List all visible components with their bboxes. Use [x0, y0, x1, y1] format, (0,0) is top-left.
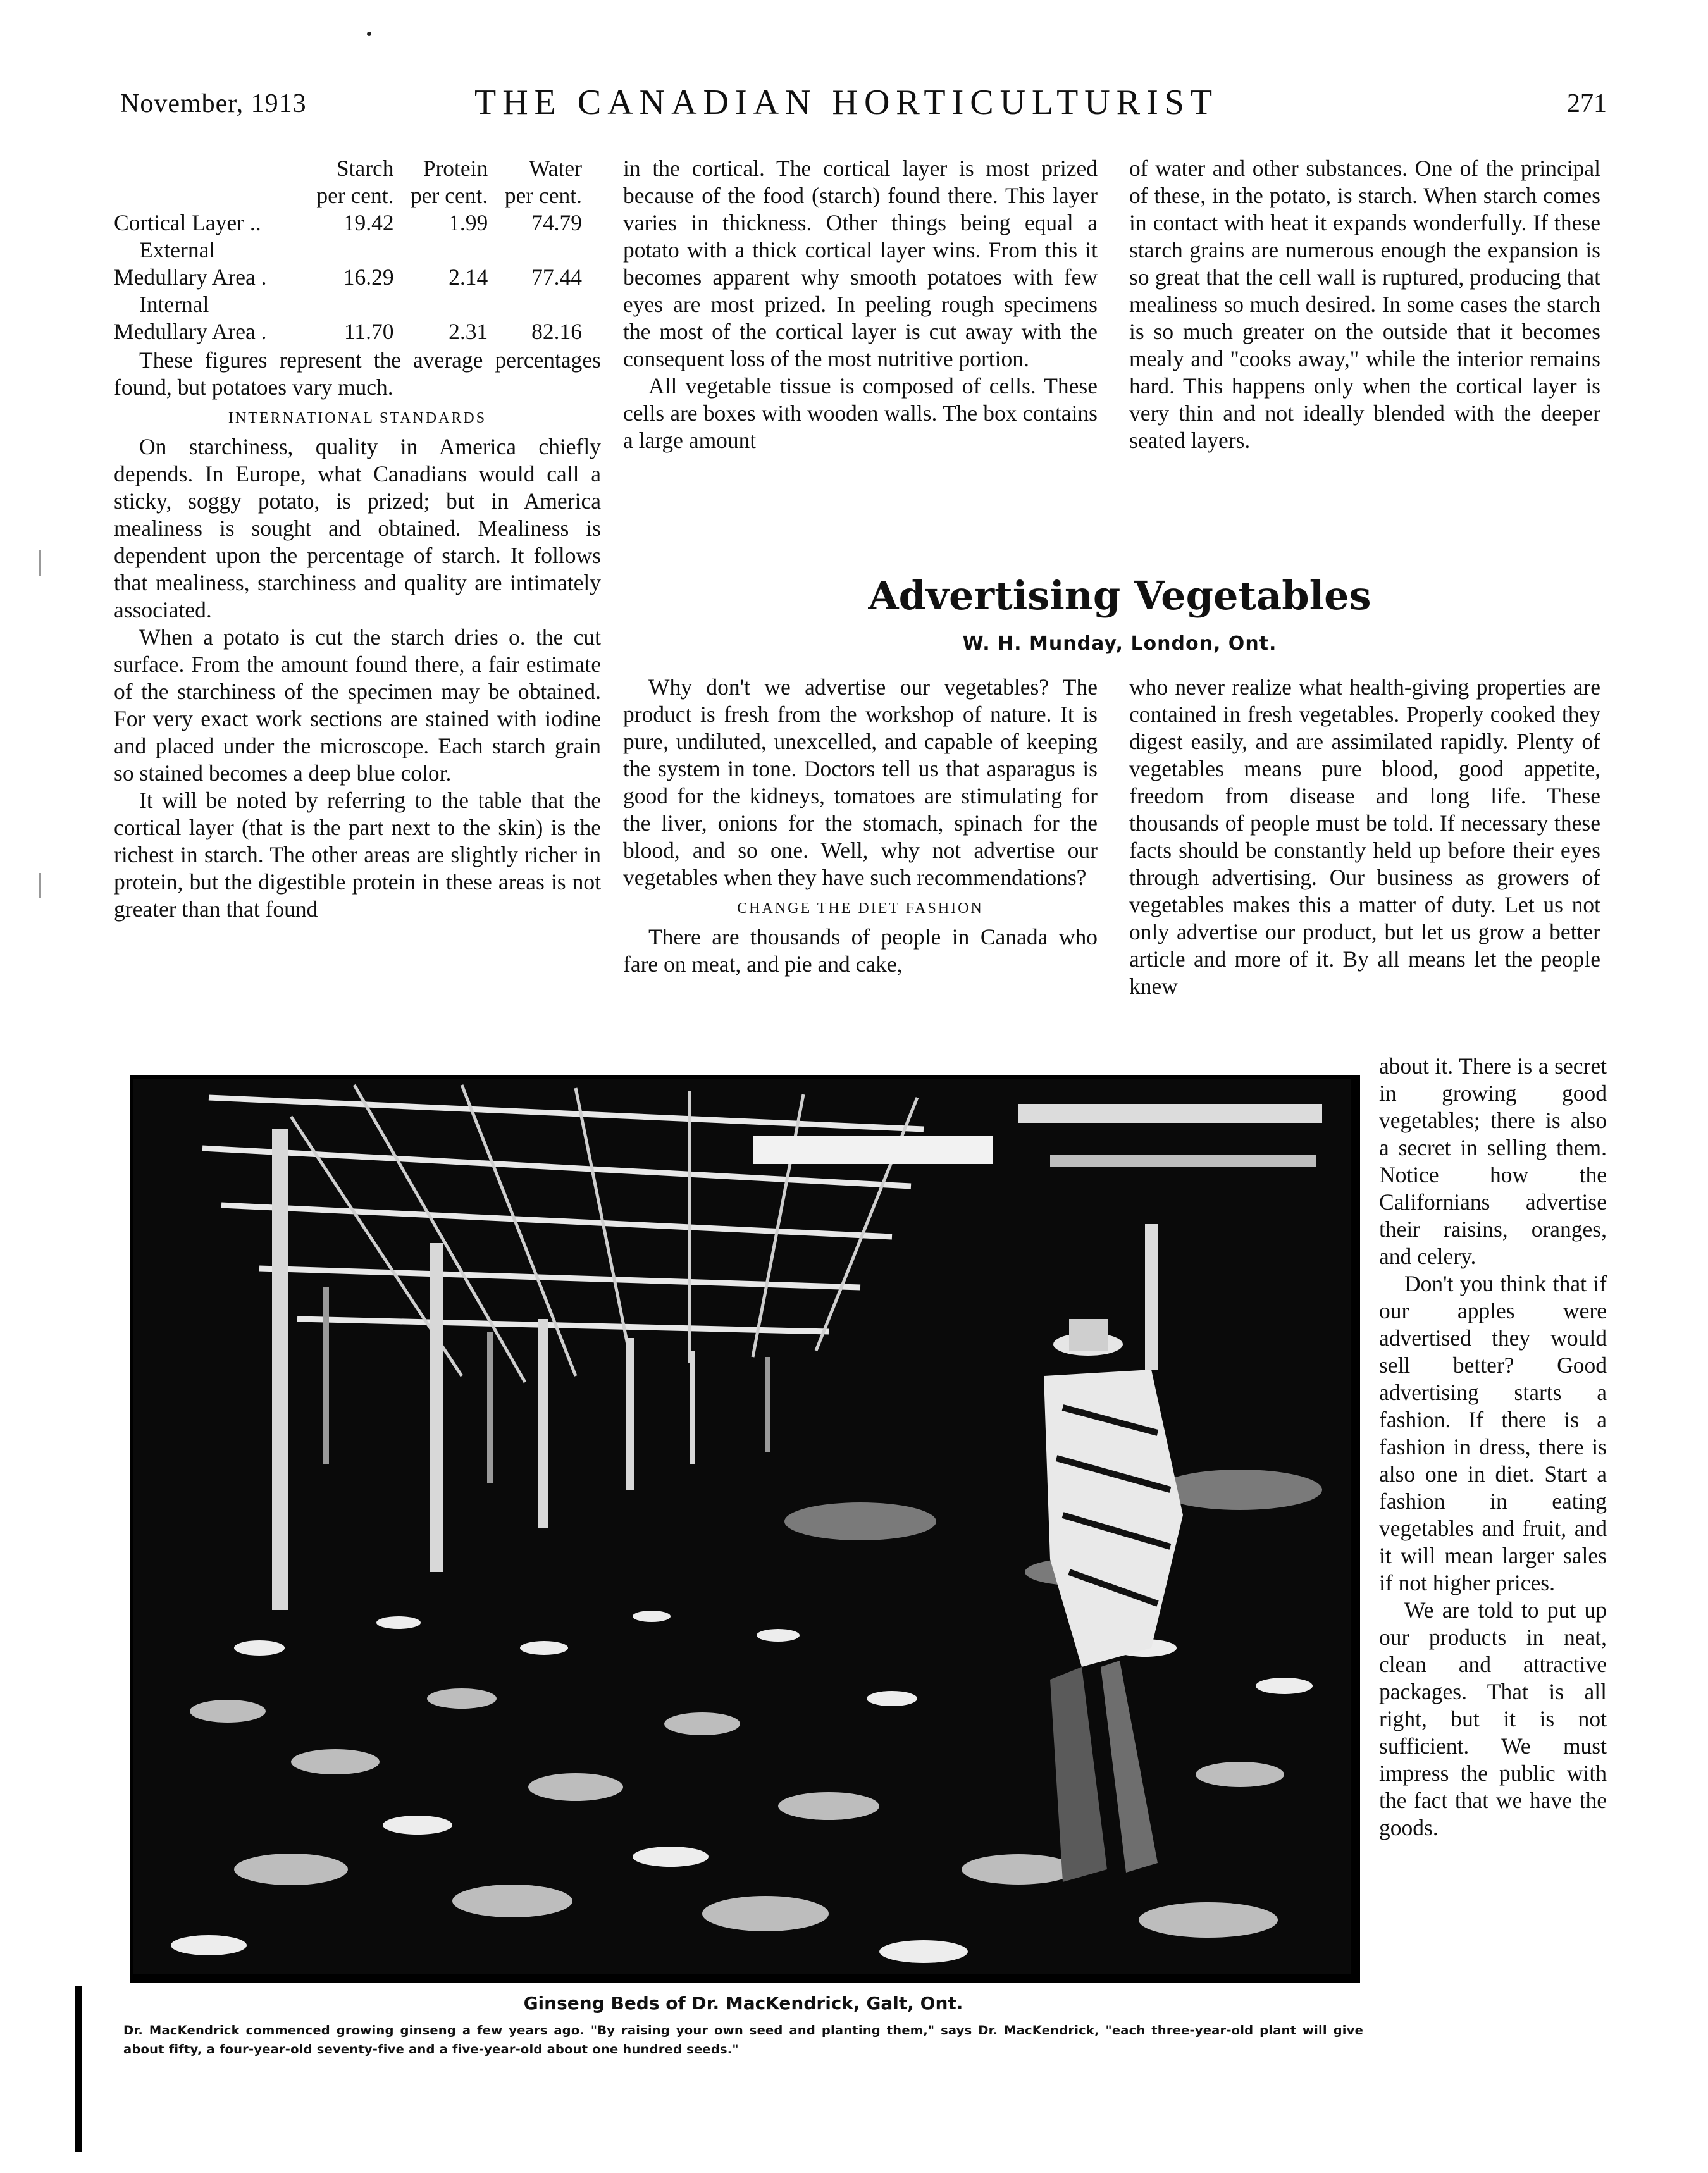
table-row	[114, 237, 582, 264]
section-subhead: INTERNATIONAL STANDARDS	[228, 410, 487, 426]
article-middle-column	[623, 674, 1098, 978]
paragraph: On starchiness, quality in America chiefly depends. In Europe, what Canadians would call a sticky, soggy potato, is prized; but in America mealiness is sought and obtained. Mealiness is dependent upon the percentage of starch. It follows that mealiness, starchiness and quality are intimately associated.	[114, 434, 601, 622]
table-row	[114, 209, 582, 237]
figure-caption-title: Ginseng Beds of Dr. MacKendrick, Galt, Ont.	[523, 1993, 963, 2014]
margin-rule	[75, 1986, 82, 2152]
table-unit: per cent.	[504, 183, 582, 208]
row-label: Medullary Area .	[114, 319, 267, 344]
protein-value: 1.99	[449, 210, 488, 235]
table-unit: per cent.	[316, 183, 394, 208]
paragraph: There are thousands of people in Canada who fare on meat, and pie and cake,	[623, 924, 1098, 977]
table-unit-row	[114, 182, 582, 209]
speck-mark	[367, 32, 371, 36]
article-right-column	[1129, 674, 1600, 1000]
table-row	[114, 291, 582, 318]
paragraph: These figures represent the average percentages found, but potatoes vary much.	[114, 347, 601, 400]
water-value: 82.16	[531, 319, 582, 344]
article-byline: W. H. Munday, London, Ont.	[962, 633, 1277, 655]
magazine-title: THE CANADIAN HORTICULTURIST	[474, 83, 1219, 122]
table-header: Starch	[336, 156, 394, 181]
scan-mark	[39, 550, 41, 576]
scan-mark	[39, 873, 41, 898]
page-number: 271	[1567, 89, 1607, 118]
paragraph: All vegetable tissue is composed of cells. These cells are boxes with wooden walls. The box contains a large amount	[623, 373, 1098, 453]
composition-table	[114, 155, 582, 345]
table-row	[114, 318, 582, 345]
table-header: Water	[529, 156, 582, 181]
protein-value: 2.31	[449, 319, 488, 344]
page-header	[120, 82, 1607, 133]
paragraph: It will be noted by referring to the table that the cortical layer (that is the part next to the skin) is the richest in starch. The other areas are slightly richer in protein, but the digestible protein in these areas is not greater than that found	[114, 788, 601, 922]
row-label: Internal	[139, 292, 209, 317]
middle-column	[623, 155, 1098, 454]
protein-value: 2.14	[449, 264, 488, 290]
paragraph: who never realize what health-giving properties are contained in fresh vegetables. Properly cooked they digest easily, and are assimilated rapidly. Plenty of vegetables means pure blood, good appetite, freedom from disease and long life. These thousands of people must be told. If necessary these facts should be constantly held up before their eyes through advertising. Our business as growers of vegetables makes this a matter of duty. Let us not only advertise our product, but let us grow a better article and more of it. By all means let the people knew	[1129, 674, 1600, 999]
table-row	[114, 264, 582, 291]
table-header: Protein	[423, 156, 488, 181]
paragraph: Why don't we advertise our vegetables? The product is fresh from the workshop of nature. It is pure, undiluted, unexcelled, and capable of keeping the system in tone. Doctors tell us that asparagus is good for the kidneys, tomatoes are stimulating for the liver, onions for the stomach, spinach for the blood, and so one. Well, why not advertise our vegetables when they have such recommendations?	[623, 674, 1098, 890]
row-label: Medullary Area .	[114, 264, 267, 290]
right-column	[1129, 155, 1600, 454]
paragraph: of water and other substances. One of the principal of these, in the potato, is starch. When starch comes in contact with heat it expands wonderfully. If these starch grains are numerous enough the expansion is so great that the cell wall is ruptured, producing that mealiness so much desired. In some cases the starch is so much greater on the outside that it becomes mealy and "cooks away," while the interior remains hard. This happens only when the cortical layer is very thin and not ideally blended with the deeper seated layers.	[1129, 156, 1600, 453]
article-wrap-column	[1379, 1053, 1607, 1842]
paragraph: We are told to put up our products in neat, clean and attractive packages. That is all right, but it is not sufficient. We must impress the public with the fact that we have the goods.	[1379, 1597, 1607, 1840]
starch-value: 11.70	[344, 319, 394, 344]
table-unit: per cent.	[411, 183, 488, 208]
row-label: External	[139, 237, 216, 263]
row-label: Cortical Layer ..	[114, 210, 261, 235]
ginseng-photo	[130, 1075, 1360, 1983]
starch-value: 19.42	[343, 210, 394, 235]
paragraph: about it. There is a secret in growing good vegetables; there is also a secret in selling them. Notice how the Californians advertise their raisins, oranges, and celery.	[1379, 1053, 1607, 1269]
starch-value: 16.29	[343, 264, 394, 290]
paragraph: When a potato is cut the starch dries o. the cut surface. From the amount found there, a fair estimate of the starchiness of the specimen may be obtained. For very exact work sections are stained with iodine and placed under the microscope. Each starch grain so stained becomes a deep blue color.	[114, 624, 601, 786]
ginseng-photo-illustration	[133, 1079, 1351, 1974]
section-subhead: CHANGE THE DIET FASHION	[737, 900, 984, 917]
paragraph: Don't you think that if our apples were advertised they would sell better? Good advertising starts a fashion. If there is a fashion in dress, there is also one in diet. Start a fashion in eating vegetables and fruit, and it will mean larger sales if not higher prices.	[1379, 1271, 1607, 1595]
figure-caption-text: Dr. MacKendrick commenced growing ginseng a few years ago. "By raising your own seed and planting them," says Dr. MacKendrick, "each three-year-old plant will give about fifty, a four-year-old seventy-five and a five-year-old about one hundred seeds."	[123, 2023, 1363, 2057]
issue-date: November, 1913	[120, 89, 307, 118]
water-value: 77.44	[531, 264, 582, 290]
water-value: 74.79	[531, 210, 582, 235]
table-header-row	[114, 155, 582, 182]
left-column	[114, 155, 601, 923]
article-title: Advertising Vegetables	[868, 573, 1371, 619]
paragraph: in the cortical. The cortical layer is most prized because of the food (starch) found there. This layer varies in thickness. Other things being equal a potato with a thick cortical layer wins. From this it becomes apparent why smooth potatoes with few eyes are most prized. In peeling rough specimens the most of the cortical layer is cut away with the consequent loss of the most nutritive portion.	[623, 156, 1098, 371]
